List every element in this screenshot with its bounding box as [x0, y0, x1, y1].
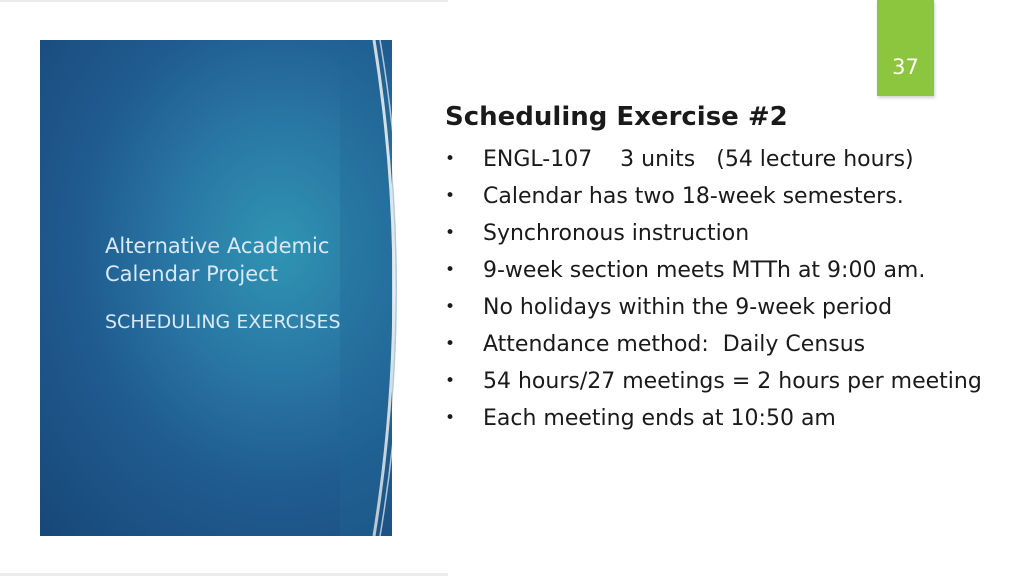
page-number-tab — [877, 0, 934, 96]
bullet-item — [445, 329, 985, 360]
bullet-item — [445, 144, 985, 175]
bullet-icon: • — [445, 223, 456, 243]
bullet-text: Attendance method: Daily Census — [483, 332, 866, 357]
bullet-text: Each meeting ends at 10:50 am — [483, 406, 836, 431]
bullet-text: Synchronous instruction — [483, 221, 750, 246]
panel-text — [105, 232, 385, 334]
bullet-icon: • — [445, 297, 456, 317]
bullet-item — [445, 218, 985, 249]
bullet-item — [445, 181, 985, 212]
bullet-item — [445, 403, 985, 434]
bullet-icon: • — [445, 334, 456, 354]
bullet-icon: • — [445, 149, 456, 169]
bullet-item — [445, 292, 985, 323]
bullet-text: Calendar has two 18-week semesters. — [483, 184, 904, 209]
slide-title: Scheduling Exercise #2 — [445, 102, 788, 132]
bullet-text: ENGL-107 3 units (54 lecture hours) — [483, 147, 914, 172]
top-divider — [0, 0, 448, 2]
bullet-icon: • — [445, 371, 456, 391]
bullet-text: 9-week section meets MTTh at 9:00 am. — [483, 258, 926, 283]
bullet-item — [445, 366, 985, 397]
bullet-icon: • — [445, 260, 456, 280]
bullet-icon: • — [445, 408, 456, 428]
page-number: 37 — [892, 55, 919, 79]
slide-subtitle: Alternative Academic Calendar Project — [105, 234, 330, 286]
slide-content — [445, 100, 985, 440]
bullet-icon: • — [445, 186, 456, 206]
section-label: SCHEDULING EXERCISES — [105, 311, 341, 333]
bullet-text: No holidays within the 9-week period — [483, 295, 893, 320]
bullet-text: 54 hours/27 meetings = 2 hours per meeting — [483, 369, 982, 394]
bullet-list — [445, 144, 985, 434]
bullet-item — [445, 255, 985, 286]
